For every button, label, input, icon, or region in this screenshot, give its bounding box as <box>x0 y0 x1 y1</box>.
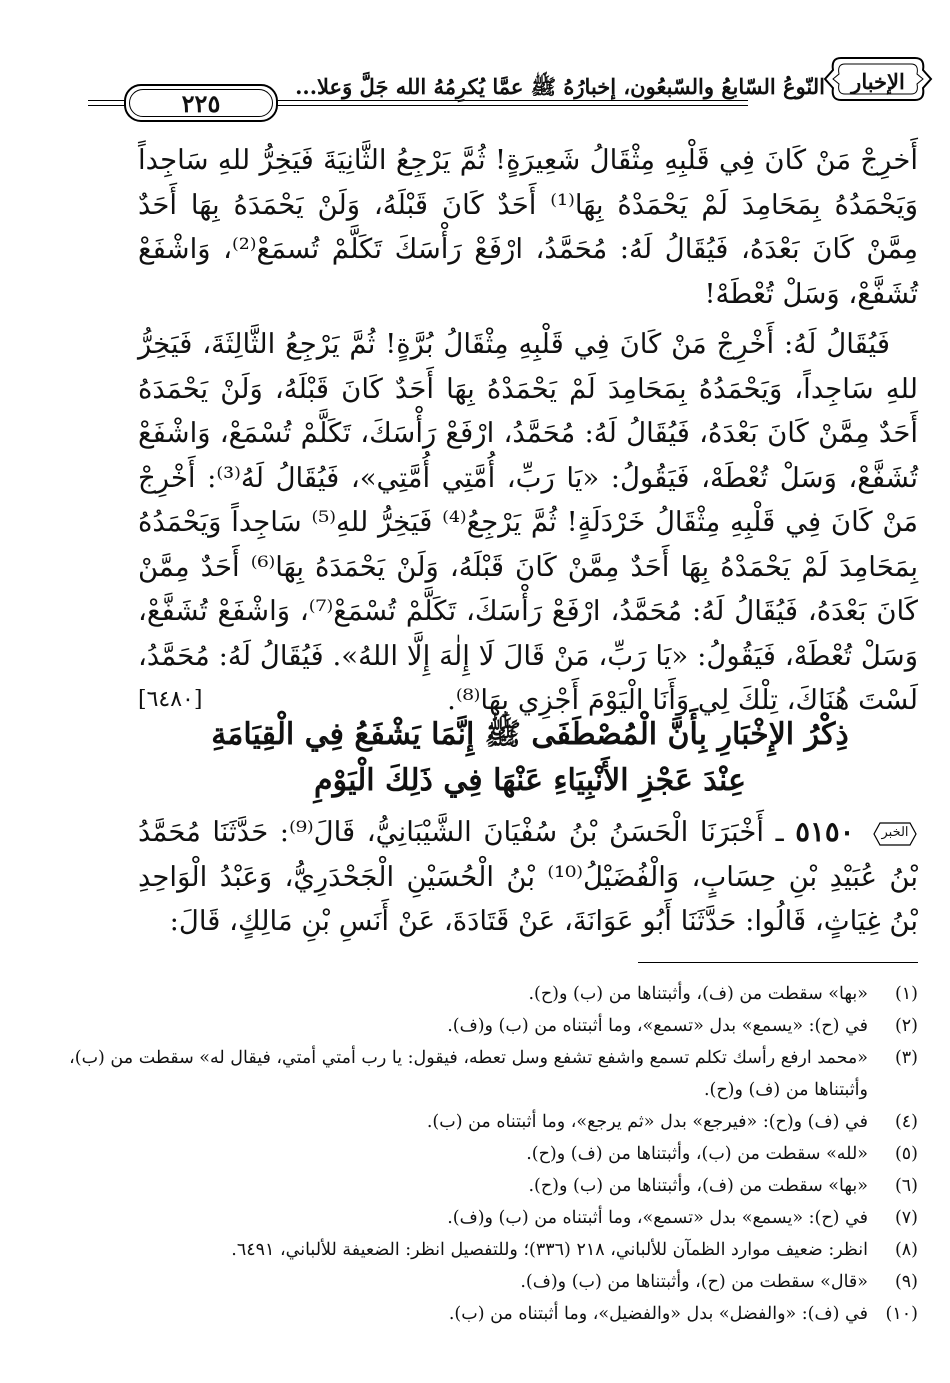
paragraph-text: فَيُقَالُ لَهُ: أَخْرِجْ مَنْ كَانَ فِي قَلْبِهِ مِثْقَالُ بُرَّةٍ! ثُمَّ يَرْجِعُ الثَّالِثَةَ، فَيَخِرُّ للهِ سَاجِداً، وَيَحْمَدُهُ بِمَحَامِدَ لَمْ يَحْمَدْهُ بِهَا أَحَدٌ كَانَ قَبْلَهُ، وَلَنْ يَحْمَدَهُ أَحَدٌ مِمَّنْ كَانَ بَعْدَهُ، فَيُقَالُ لَهُ: مُحَمَّدُ، ارْفَعْ رَأْسَكَ، تَكَلَّمْ تُسْمَعْ، وَاشْفَعْ تُشَفَّعْ، وَسَلْ تُعْطَهْ، فَيَقُولُ: «يَا رَبِّ، أُمَّتِي أُمَّتِي»، فَيُقَالُ لَهُ⁽³⁾: أَخْرِجْ مَنْ كَانَ فِي قَلْبِهِ مِثْقَالُ خَرْدَلَةٍ! ثُمَّ يَرْجِعُ⁽⁴⁾ فَيَخِرُّ للهِ⁽⁵⁾ سَاجِداً وَيَحْمَدُهُ بِمَحَامِدَ لَمْ يَحْمَدْهُ بِهَا أَحَدٌ مِمَّنْ كَانَ قَبْلَهُ، وَلَنْ يَحْمَدَهُ بِهَا⁽⁶⁾ أَحَدٌ مِمَّنْ كَانَ بَعْدَهُ، فَيُقَالُ لَهُ: مُحَمَّدُ، ارْفَعْ رَأْسَكَ، تَكَلَّمْ تُسْمَعْ⁽⁷⁾، وَاشْفَعْ تُشَفَّعْ، وَسَلْ تُعْطَهْ، فَيَقُولُ: «يَا رَبِّ، مَنْ قَالَ لَا إِلٰهَ إِلَّا اللهُ». فَيُقَالُ لَهُ: مُحَمَّدُ، لَسْتَ هُنَاكَ، تِلْكَ لِي وَأَنَا الْيَوْمَ أَجْزِي بِهَا⁽⁸⁾. <box>138 328 919 716</box>
footnote-separator <box>638 962 918 963</box>
footnote-text: «قال» سقطت من (ح)، وأثبتناها من (ب) و(ف). <box>520 1272 868 1292</box>
hadith-text: ـ أَخْبَرَنَا الْحَسَنُ بْنُ سُفْيَانَ الشَّيْبَانِيُّ، قَالَ⁽⁹⁾: حَدَّثَنَا مُحَمَّدُ بْنُ عُبَيْدِ بْنِ حِسَابٍ، وَالْفُضَيْلُ⁽¹⁰⁾ بْنُ الْحُسَيْنِ الْجَحْدَرِيُّ، وَعَبْدُ الْوَاحِدِ بْنُ غِيَاثٍ، قَالُوا: حَدَّثَنَا أَبُو عَوَانَةَ، عَنْ قَتَادَةَ، عَنْ أَنَسِ بْنِ مَالِكٍ، قَالَ: <box>138 816 918 937</box>
footnote-text: في (ح): «يسمع» بدل «تسمع»، وما أثبتناه من (ب) و(ف). <box>447 1016 868 1036</box>
footnote <box>60 1010 918 1042</box>
footnote-text: «بها» سقطت من (ف)، وأثبتناها من (ب) و(ح). <box>528 984 868 1004</box>
footnote-text: «محمد ارفع رأسك تكلم تسمع واشفع تشفع وسل تعطه، فيقول: يا رب أمتي أمتي، فيقال له» سقطت من (ب)، وأثبتناها من (ف) و(ح). <box>69 1048 868 1100</box>
paragraph: أَخرِجْ مَنْ كَانَ فِي قَلْبِهِ مِثْقَالُ شَعِيرَةٍ! ثُمَّ يَرْجِعُ الثَّانِيَةَ فَيَخِرُّ للهِ سَاجِداً وَيَحْمَدُهُ بِمَحَامِدَ لَمْ يَحْمَدْهُ بِهَا⁽¹⁾ أَحَدٌ كَانَ قَبْلَهُ، وَلَنْ يَحْمَدَهُ بِهَا أَحَدٌ مِمَّنْ كَانَ بَعْدَهُ، فَيُقَالُ لَهُ: مُحَمَّدُ، ارْفَعْ رَأْسَكَ تَكَلَّمْ تُسمَعْ⁽²⁾، وَاشْفَعْ تُشَفَّعْ، وَسَلْ تُعْطَهْ! <box>138 144 918 310</box>
footnote <box>60 1234 918 1266</box>
footnote <box>60 1042 918 1106</box>
page-header <box>88 48 933 128</box>
footnote-text: في (ف) و(ح): «فيرجع» بدل «ثم يرجع»، وما أثبتناه من (ب). <box>426 1112 868 1132</box>
chapter-title-line: ذِكْرُ الإِخْبَارِ بِأَنَّ الْمُصْطَفَى ﷺ إِنَّمَا يَشْفَعُ فِي الْقِيَامَةِ <box>211 717 849 752</box>
footnote-number: (٣) <box>894 1048 918 1068</box>
section-badge <box>823 48 933 110</box>
footnote <box>60 1138 918 1170</box>
footnote-text: انظر: ضعيف موارد الظمآن للألباني، ٢١٨ (٣٣٦)؛ وللتفصيل انظر: الضعيفة للألباني، ٦٤٩١. <box>231 1240 868 1260</box>
paragraph <box>138 322 918 723</box>
footnote-text: في (ح): «يسمع» بدل «تسمع»، وما أثبتناه من (ب) و(ف). <box>447 1208 868 1228</box>
footnote-text: «بها» سقطت من (ف)، وأثبتناها من (ب) و(ح). <box>528 1176 868 1196</box>
footnote-number: (٦) <box>894 1176 918 1196</box>
page-number-frame <box>124 84 278 122</box>
footnote <box>60 1170 918 1202</box>
footnote <box>60 978 918 1010</box>
hadith-number: ٥١٥٠ <box>795 816 855 848</box>
body-text <box>138 138 918 723</box>
chapter-title <box>160 712 900 804</box>
footnote-number: (٨) <box>894 1240 918 1260</box>
footnotes <box>60 978 918 1330</box>
hadith-reference-number: [٦٤٨٠] <box>138 687 203 712</box>
footnote-number: (٩) <box>894 1272 918 1292</box>
footnote-number: (٤) <box>894 1112 918 1132</box>
footnote-number: (٢) <box>894 1016 918 1036</box>
hadith-block <box>138 810 918 944</box>
footnote-number: (١) <box>894 984 918 1004</box>
footnote-text: في (ف): «والفضل» بدل «والفضيل»، وما أثبتناه من (ب). <box>448 1304 868 1324</box>
footnote <box>60 1202 918 1234</box>
running-title: النّوعُ السّابعُ والسّبعُون، إخبارُهُ ﷺ عمَّا يُكرِمُهُ الله جَلَّ وَعلا... <box>295 74 825 99</box>
footnote <box>60 1266 918 1298</box>
khabar-badge-label: الخبر <box>881 825 909 841</box>
footnote <box>60 1298 918 1330</box>
footnote-number: (١٠) <box>885 1304 918 1324</box>
footnote-number: (٧) <box>894 1208 918 1228</box>
khabar-badge <box>872 821 918 847</box>
section-badge-label: الإخبار <box>851 68 905 94</box>
page-number: ٢٢٥ <box>181 88 221 118</box>
footnote-text: «لله» سقطت من (ب)، وأثبتناها من (ف) و(ح). <box>526 1144 868 1164</box>
chapter-title-line: عِنْدَ عَجْزِ الأَنْبِيَاءِ عَنْهَا فِي ذَلِكَ الْيَوْمِ <box>314 763 746 798</box>
footnote-number: (٥) <box>894 1144 918 1164</box>
footnote <box>60 1106 918 1138</box>
